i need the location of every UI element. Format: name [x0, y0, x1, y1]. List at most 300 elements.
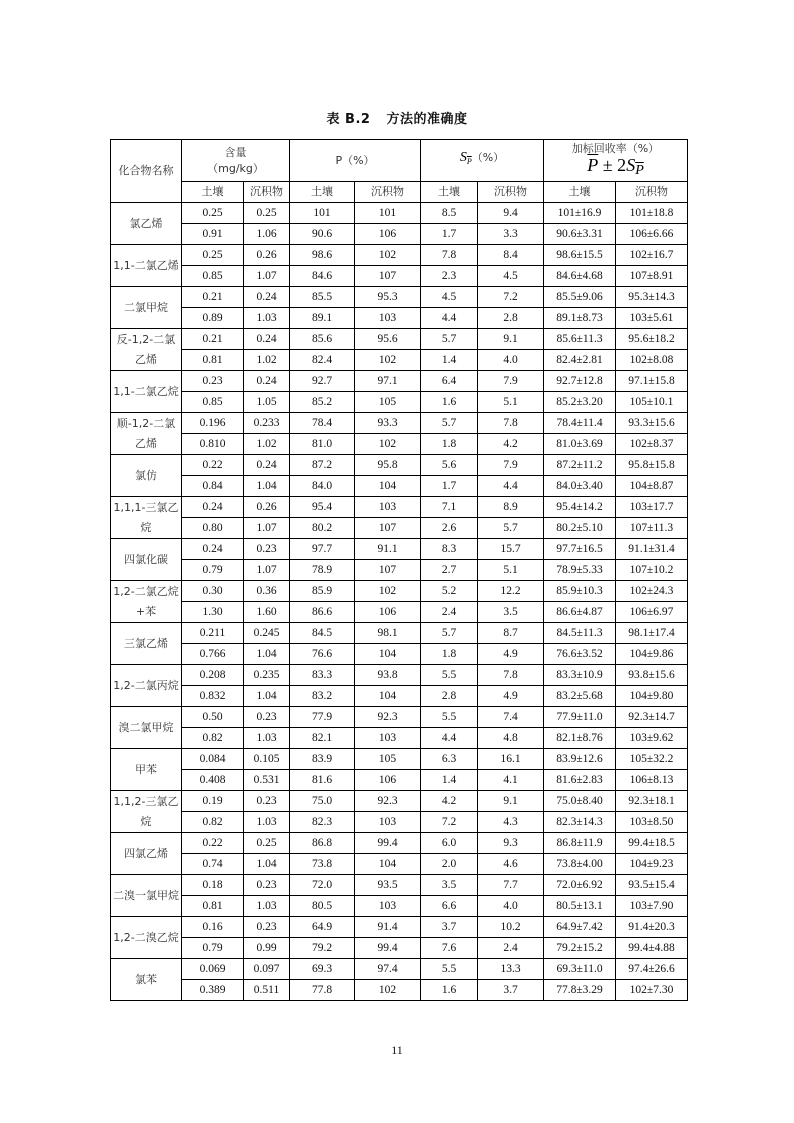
- table-cell: 1.04: [244, 476, 290, 497]
- table-cell: 85.5±9.06: [544, 287, 616, 308]
- table-row: [111, 350, 688, 371]
- table-cell: 1.02: [244, 434, 290, 455]
- table-cell: 9.1: [478, 329, 544, 350]
- table-row: [111, 497, 688, 518]
- header-row: [111, 140, 688, 182]
- table-cell: 93.3±15.6: [616, 413, 688, 434]
- table-cell: 84.6±4.68: [544, 266, 616, 287]
- compound-name: 1,1-二氯乙烷: [111, 371, 182, 413]
- table-cell: 81.6: [290, 770, 355, 791]
- table-cell: 92.3: [355, 791, 421, 812]
- table-cell: 8.4: [478, 245, 544, 266]
- table-cell: 0.82: [182, 728, 244, 749]
- table-cell: 5.7: [478, 518, 544, 539]
- table-row: [111, 392, 688, 413]
- compound-name: 1,1-二氯乙烯: [111, 245, 182, 287]
- table-cell: 81.0: [290, 434, 355, 455]
- table-cell: 6.6: [421, 896, 478, 917]
- table-cell: 0.810: [182, 434, 244, 455]
- table-cell: 105: [355, 392, 421, 413]
- table-row: [111, 644, 688, 665]
- table-row: [111, 665, 688, 686]
- header-p: P（%）: [290, 140, 421, 182]
- table-row: [111, 329, 688, 350]
- table-cell: 1.7: [421, 224, 478, 245]
- table-cell: 1.7: [421, 476, 478, 497]
- table-cell: 3.5: [421, 875, 478, 896]
- table-cell: 9.4: [478, 203, 544, 224]
- table-cell: 0.79: [182, 560, 244, 581]
- compound-name: 反-1,2-二氯乙烯: [111, 329, 182, 371]
- table-cell: 1.4: [421, 350, 478, 371]
- table-cell: 4.8: [478, 728, 544, 749]
- table-cell: 0.22: [182, 833, 244, 854]
- table-cell: 0.25: [244, 833, 290, 854]
- table-cell: 4.1: [478, 770, 544, 791]
- table-cell: 1.6: [421, 392, 478, 413]
- table-cell: 4.9: [478, 686, 544, 707]
- table-row: [111, 434, 688, 455]
- table-cell: 103±17.7: [616, 497, 688, 518]
- table-cell: 4.9: [478, 644, 544, 665]
- table-cell: 97.7: [290, 539, 355, 560]
- table-row: [111, 938, 688, 959]
- table-cell: 91.1: [355, 539, 421, 560]
- table-cell: 3.7: [478, 980, 544, 1001]
- table-cell: 0.408: [182, 770, 244, 791]
- table-cell: 4.3: [478, 812, 544, 833]
- table-cell: 107: [355, 266, 421, 287]
- table-cell: 85.2: [290, 392, 355, 413]
- table-cell: 92.3±18.1: [616, 791, 688, 812]
- table-cell: 0.531: [244, 770, 290, 791]
- table-cell: 103: [355, 308, 421, 329]
- table-cell: 106: [355, 770, 421, 791]
- table-cell: 103±5.61: [616, 308, 688, 329]
- table-cell: 97.1: [355, 371, 421, 392]
- table-cell: 104±9.80: [616, 686, 688, 707]
- table-cell: 95.3±14.3: [616, 287, 688, 308]
- table-cell: 4.4: [421, 728, 478, 749]
- table-cell: 86.6±4.87: [544, 602, 616, 623]
- table-row: [111, 917, 688, 938]
- table-cell: 0.91: [182, 224, 244, 245]
- table-cell: 0.22: [182, 455, 244, 476]
- table-cell: 0.36: [244, 581, 290, 602]
- table-cell: 104: [355, 854, 421, 875]
- compound-name: 1,1,2-三氯乙烷: [111, 791, 182, 833]
- table-row: [111, 581, 688, 602]
- table-cell: 101: [355, 203, 421, 224]
- table-cell: 9.1: [478, 791, 544, 812]
- table-cell: 103: [355, 497, 421, 518]
- table-cell: 92.3±14.7: [616, 707, 688, 728]
- table-cell: 0.196: [182, 413, 244, 434]
- table-cell: 102: [355, 245, 421, 266]
- table-cell: 92.7±12.8: [544, 371, 616, 392]
- subheader-sediment: 沉积物: [616, 182, 688, 203]
- compound-name: 氯仿: [111, 455, 182, 497]
- table-cell: 97.4±26.6: [616, 959, 688, 980]
- table-cell: 4.0: [478, 896, 544, 917]
- table-cell: 95.8±15.8: [616, 455, 688, 476]
- table-cell: 0.23: [244, 875, 290, 896]
- table-cell: 1.05: [244, 392, 290, 413]
- table-cell: 1.04: [244, 686, 290, 707]
- table-cell: 0.24: [244, 329, 290, 350]
- compound-name: 氯乙烯: [111, 203, 182, 245]
- table-cell: 12.2: [478, 581, 544, 602]
- compound-name: 1,2-二氯丙烷: [111, 665, 182, 707]
- table-cell: 6.0: [421, 833, 478, 854]
- compound-name: 氯苯: [111, 959, 182, 1001]
- table-cell: 91.4: [355, 917, 421, 938]
- table-cell: 7.8: [421, 245, 478, 266]
- table-cell: 80.5±13.1: [544, 896, 616, 917]
- table-cell: 0.245: [244, 623, 290, 644]
- table-row: [111, 560, 688, 581]
- table-row: [111, 854, 688, 875]
- table-cell: 0.26: [244, 245, 290, 266]
- table-cell: 0.069: [182, 959, 244, 980]
- table-row: [111, 728, 688, 749]
- table-cell: 98.6±15.5: [544, 245, 616, 266]
- table-cell: 7.2: [478, 287, 544, 308]
- table-cell: 101: [290, 203, 355, 224]
- table-cell: 2.4: [421, 602, 478, 623]
- subheader-sediment: 沉积物: [478, 182, 544, 203]
- subheader-soil: 土壤: [182, 182, 244, 203]
- table-cell: 0.23: [244, 539, 290, 560]
- table-cell: 7.6: [421, 938, 478, 959]
- table-cell: 5.5: [421, 707, 478, 728]
- table-cell: 1.6: [421, 980, 478, 1001]
- table-cell: 80.2±5.10: [544, 518, 616, 539]
- table-cell: 79.2: [290, 938, 355, 959]
- table-cell: 0.21: [182, 329, 244, 350]
- table-cell: 5.7: [421, 329, 478, 350]
- table-cell: 1.04: [244, 854, 290, 875]
- table-cell: 2.0: [421, 854, 478, 875]
- table-cell: 106: [355, 224, 421, 245]
- table-row: [111, 371, 688, 392]
- table-cell: 75.0: [290, 791, 355, 812]
- subheader-soil: 土壤: [544, 182, 616, 203]
- table-cell: 5.1: [478, 560, 544, 581]
- table-cell: 8.7: [478, 623, 544, 644]
- table-cell: 91.1±31.4: [616, 539, 688, 560]
- table-cell: 104: [355, 644, 421, 665]
- table-cell: 1.30: [182, 602, 244, 623]
- table-cell: 0.766: [182, 644, 244, 665]
- table-cell: 4.5: [421, 287, 478, 308]
- table-cell: 83.9: [290, 749, 355, 770]
- table-row: [111, 812, 688, 833]
- table-cell: 0.211: [182, 623, 244, 644]
- table-cell: 1.02: [244, 350, 290, 371]
- table-cell: 2.8: [478, 308, 544, 329]
- table-cell: 107±10.2: [616, 560, 688, 581]
- table-cell: 5.2: [421, 581, 478, 602]
- table-cell: 2.4: [478, 938, 544, 959]
- table-cell: 103±7.90: [616, 896, 688, 917]
- table-cell: 102±8.08: [616, 350, 688, 371]
- header-recovery: 加标回收率（%） $\overline{P} \pm 2S_{\overline{P}}$: [544, 140, 688, 182]
- table-cell: 81.6±2.83: [544, 770, 616, 791]
- table-cell: 104±8.87: [616, 476, 688, 497]
- table-cell: 83.9±12.6: [544, 749, 616, 770]
- table-cell: 104±9.86: [616, 644, 688, 665]
- table-cell: 9.3: [478, 833, 544, 854]
- table-cell: 95.3: [355, 287, 421, 308]
- table-cell: 6.4: [421, 371, 478, 392]
- table-cell: 0.18: [182, 875, 244, 896]
- table-cell: 0.24: [244, 371, 290, 392]
- table-cell: 1.04: [244, 644, 290, 665]
- table-cell: 0.81: [182, 350, 244, 371]
- table-cell: 0.24: [182, 539, 244, 560]
- table-cell: 0.21: [182, 287, 244, 308]
- table-row: [111, 602, 688, 623]
- table-cell: 102: [355, 350, 421, 371]
- table-cell: 105±10.1: [616, 392, 688, 413]
- header-content: 含量 （mg/kg）: [182, 140, 290, 182]
- table-cell: 0.208: [182, 665, 244, 686]
- table-cell: 85.6: [290, 329, 355, 350]
- subheader-sediment: 沉积物: [244, 182, 290, 203]
- table-cell: 83.2: [290, 686, 355, 707]
- table-cell: 89.1±8.73: [544, 308, 616, 329]
- compound-name: 溴二氯甲烷: [111, 707, 182, 749]
- table-cell: 101±18.8: [616, 203, 688, 224]
- table-row: [111, 980, 688, 1001]
- table-cell: 104: [355, 476, 421, 497]
- accuracy-table: [110, 139, 688, 1001]
- table-row: [111, 875, 688, 896]
- table-cell: 77.8: [290, 980, 355, 1001]
- table-cell: 105±32.2: [616, 749, 688, 770]
- compound-name: 1,2-二溴乙烷: [111, 917, 182, 959]
- compound-name: 1,1,1-三氯乙烷: [111, 497, 182, 539]
- table-cell: 0.23: [182, 371, 244, 392]
- table-cell: 0.24: [244, 287, 290, 308]
- header-compound: 化合物名称: [111, 140, 182, 203]
- table-cell: 1.06: [244, 224, 290, 245]
- table-cell: 106±8.13: [616, 770, 688, 791]
- table-cell: 98.6: [290, 245, 355, 266]
- table-cell: 82.3±14.3: [544, 812, 616, 833]
- table-cell: 82.3: [290, 812, 355, 833]
- table-cell: 102: [355, 581, 421, 602]
- table-cell: 8.3: [421, 539, 478, 560]
- table-cell: 93.8: [355, 665, 421, 686]
- table-cell: 76.6: [290, 644, 355, 665]
- compound-name: 二溴一氯甲烷: [111, 875, 182, 917]
- table-row: [111, 749, 688, 770]
- table-cell: 82.4: [290, 350, 355, 371]
- table-cell: 83.3: [290, 665, 355, 686]
- table-cell: 95.4: [290, 497, 355, 518]
- table-cell: 85.9: [290, 581, 355, 602]
- table-cell: 86.6: [290, 602, 355, 623]
- table-cell: 84.0±3.40: [544, 476, 616, 497]
- table-row: [111, 266, 688, 287]
- table-cell: 2.3: [421, 266, 478, 287]
- table-cell: 85.5: [290, 287, 355, 308]
- table-cell: 82.1±8.76: [544, 728, 616, 749]
- table-row: [111, 959, 688, 980]
- table-cell: 1.07: [244, 266, 290, 287]
- table-cell: 95.6: [355, 329, 421, 350]
- table-cell: 0.25: [182, 203, 244, 224]
- table-cell: 75.0±8.40: [544, 791, 616, 812]
- table-row: [111, 455, 688, 476]
- table-cell: 69.3±11.0: [544, 959, 616, 980]
- table-cell: 77.9±11.0: [544, 707, 616, 728]
- table-cell: 99.4±18.5: [616, 833, 688, 854]
- header-sp: $S_{\overline{P}}(\%)$: [421, 140, 544, 182]
- table-cell: 0.084: [182, 749, 244, 770]
- table-cell: 1.03: [244, 812, 290, 833]
- table-cell: 0.511: [244, 980, 290, 1001]
- table-cell: 84.5±11.3: [544, 623, 616, 644]
- table-row: [111, 308, 688, 329]
- table-cell: 0.79: [182, 938, 244, 959]
- table-cell: 77.8±3.29: [544, 980, 616, 1001]
- table-cell: 91.4±20.3: [616, 917, 688, 938]
- table-cell: 8.5: [421, 203, 478, 224]
- table-row: [111, 476, 688, 497]
- table-cell: 102±24.3: [616, 581, 688, 602]
- table-cell: 0.50: [182, 707, 244, 728]
- table-cell: 95.8: [355, 455, 421, 476]
- compound-name: 顺-1,2-二氯乙烯: [111, 413, 182, 455]
- compound-name: 二氯甲烷: [111, 287, 182, 329]
- table-cell: 0.23: [244, 917, 290, 938]
- table-cell: 106±6.66: [616, 224, 688, 245]
- table-title: [0, 108, 794, 127]
- table-cell: 102±8.37: [616, 434, 688, 455]
- table-cell: 4.4: [478, 476, 544, 497]
- table-cell: 84.5: [290, 623, 355, 644]
- table-cell: 15.7: [478, 539, 544, 560]
- table-cell: 0.23: [244, 791, 290, 812]
- table-cell: 92.3: [355, 707, 421, 728]
- table-cell: 95.4±14.2: [544, 497, 616, 518]
- table-cell: 7.9: [478, 455, 544, 476]
- table-cell: 72.0: [290, 875, 355, 896]
- table-cell: 10.2: [478, 917, 544, 938]
- table-cell: 102±7.30: [616, 980, 688, 1001]
- table-cell: 77.9: [290, 707, 355, 728]
- table-cell: 95.6±18.2: [616, 329, 688, 350]
- table-cell: 97.1±15.8: [616, 371, 688, 392]
- table-cell: 0.389: [182, 980, 244, 1001]
- table-cell: 1.07: [244, 560, 290, 581]
- table-cell: 97.4: [355, 959, 421, 980]
- table-cell: 103: [355, 728, 421, 749]
- page-number: 11: [391, 1043, 403, 1057]
- table-cell: 107: [355, 560, 421, 581]
- table-cell: 0.235: [244, 665, 290, 686]
- table-cell: 4.0: [478, 350, 544, 371]
- table-cell: 0.82: [182, 812, 244, 833]
- table-cell: 99.4±4.88: [616, 938, 688, 959]
- table-cell: 93.5: [355, 875, 421, 896]
- table-cell: 1.07: [244, 518, 290, 539]
- table-caption: 方法的准确度: [386, 112, 468, 127]
- table-cell: 90.6: [290, 224, 355, 245]
- table-cell: 106±6.97: [616, 602, 688, 623]
- table-cell: 7.7: [478, 875, 544, 896]
- table-cell: 82.1: [290, 728, 355, 749]
- table-cell: 105: [355, 749, 421, 770]
- subheader-soil: 土壤: [421, 182, 478, 203]
- table-cell: 1.60: [244, 602, 290, 623]
- table-row: [111, 203, 688, 224]
- table-cell: 1.03: [244, 896, 290, 917]
- table-cell: 87.2±11.2: [544, 455, 616, 476]
- table-cell: 5.5: [421, 959, 478, 980]
- table-cell: 7.2: [421, 812, 478, 833]
- table-cell: 5.7: [421, 623, 478, 644]
- table-cell: 89.1: [290, 308, 355, 329]
- table-cell: 86.8: [290, 833, 355, 854]
- table-cell: 103: [355, 896, 421, 917]
- table-cell: 0.84: [182, 476, 244, 497]
- table-cell: 78.9: [290, 560, 355, 581]
- table-cell: 87.2: [290, 455, 355, 476]
- table-row: [111, 287, 688, 308]
- table-cell: 90.6±3.31: [544, 224, 616, 245]
- table-cell: 85.6±11.3: [544, 329, 616, 350]
- table-cell: 0.23: [244, 707, 290, 728]
- table-cell: 84.6: [290, 266, 355, 287]
- table-row: [111, 539, 688, 560]
- table-cell: 6.3: [421, 749, 478, 770]
- table-cell: 102: [355, 980, 421, 1001]
- table-cell: 0.74: [182, 854, 244, 875]
- table-cell: 93.3: [355, 413, 421, 434]
- table-cell: 78.4: [290, 413, 355, 434]
- table-cell: 99.4: [355, 938, 421, 959]
- table-cell: 3.5: [478, 602, 544, 623]
- table-cell: 0.24: [244, 455, 290, 476]
- table-cell: 4.2: [421, 791, 478, 812]
- table-cell: 0.30: [182, 581, 244, 602]
- table-cell: 0.85: [182, 266, 244, 287]
- table-cell: 69.3: [290, 959, 355, 980]
- table-cell: 0.097: [244, 959, 290, 980]
- subheader-sediment: 沉积物: [355, 182, 421, 203]
- table-cell: 93.5±15.4: [616, 875, 688, 896]
- table-cell: 0.81: [182, 896, 244, 917]
- table-cell: 3.7: [421, 917, 478, 938]
- table-cell: 102±16.7: [616, 245, 688, 266]
- table-row: [111, 833, 688, 854]
- table-cell: 103±8.50: [616, 812, 688, 833]
- table-cell: 107: [355, 518, 421, 539]
- table-row: [111, 791, 688, 812]
- subheader-soil: 土壤: [290, 182, 355, 203]
- compound-name: 四氯化碳: [111, 539, 182, 581]
- table-cell: 5.5: [421, 665, 478, 686]
- table-cell: 78.4±11.4: [544, 413, 616, 434]
- table-cell: 106: [355, 602, 421, 623]
- table-cell: 83.2±5.68: [544, 686, 616, 707]
- table-cell: 98.1: [355, 623, 421, 644]
- table-cell: 0.24: [182, 497, 244, 518]
